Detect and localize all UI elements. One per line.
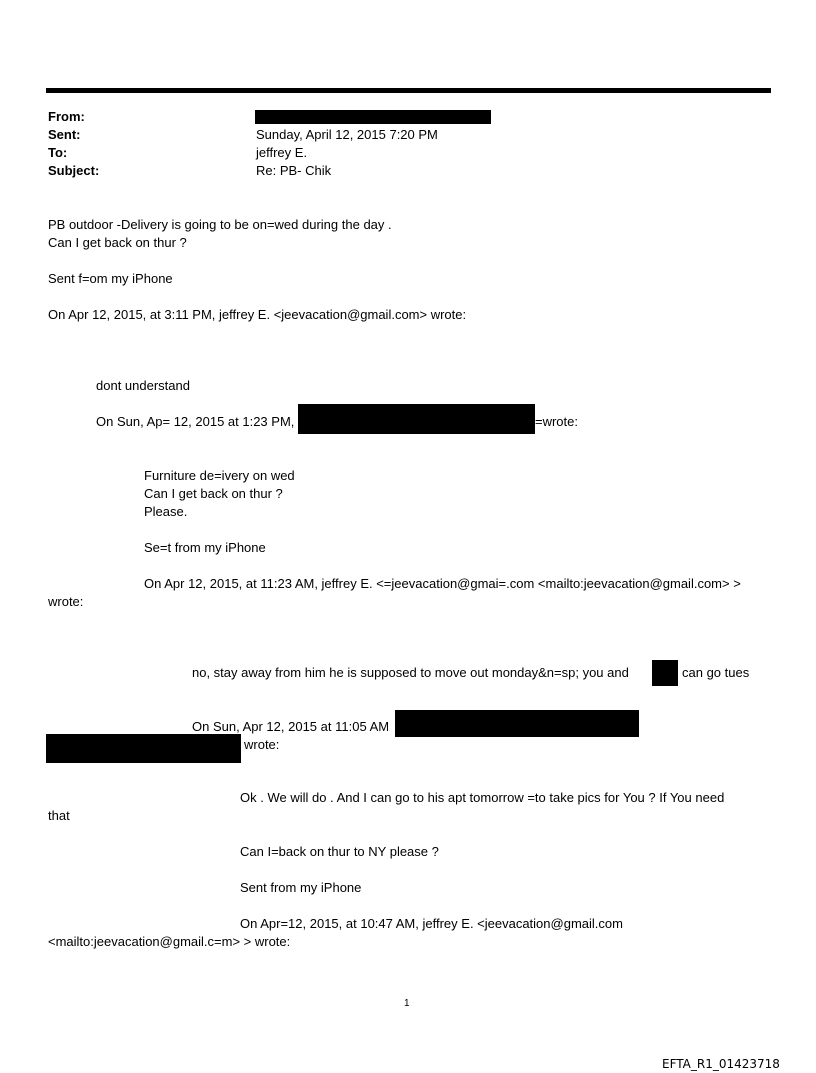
level3-intro: On Sun, Apr 12, 2015 at 11:05 AM [192, 719, 390, 734]
level2-line-3: Please. [144, 504, 188, 519]
sent-value: Sunday, April 12, 2015 7:20 PM [256, 127, 438, 142]
level3-text-end: can go tues [682, 665, 750, 680]
level2-line-1: Furniture de=ivery on wed [144, 468, 295, 483]
body-sent-from: Sent f=om my iPhone [48, 271, 173, 286]
subject-label: Subject: [48, 163, 100, 178]
document-id: EFTA_R1_01423718 [662, 1057, 780, 1071]
level4-intro: On Apr=12, 2015, at 10:47 AM, jeffrey E. <jeevacation@gmail.com [240, 916, 623, 931]
redaction-level3-name [652, 660, 678, 686]
redaction-level3-sender-a [395, 710, 639, 737]
level1-intro-end: =wrote: [535, 414, 578, 429]
level4-line-1: Ok . We will do . And I can go to his apt tomorrow =to take pics for You ? If You need [240, 790, 725, 805]
level3-intro-wrap: wrote: [244, 737, 280, 752]
level2-sent-from: Se=t from my iPhone [144, 540, 266, 555]
body-line-1: PB outdoor -Delivery is going to be on=wed during the day . [48, 217, 392, 232]
level4-sent-from: Sent from my iPhone [240, 880, 362, 895]
sent-label: Sent: [48, 127, 81, 142]
header-rule [46, 88, 771, 93]
redaction-level1-sender [298, 404, 535, 434]
quote-intro-1: On Apr 12, 2015, at 3:11 PM, jeffrey E. <jeevacation@gmail.com> wrote: [48, 307, 467, 322]
to-label: To: [48, 145, 68, 160]
level2-intro: On Apr 12, 2015, at 11:23 AM, jeffrey E. <=jeevacation@gmai=.com <mailto:jeevacation@gmail.com> > [144, 576, 741, 591]
level2-line-2: Can I get back on thur ? [144, 486, 283, 501]
body-line-2: Can I get back on thur ? [48, 235, 187, 250]
level4-line-1-wrap: that [48, 808, 70, 823]
level4-line-2: Can I=back on thur to NY please ? [240, 844, 439, 859]
level2-intro-wrap: wrote: [48, 594, 84, 609]
level1-text: dont understand [96, 378, 190, 393]
subject-value: Re: PB- Chik [256, 163, 332, 178]
level4-intro-wrap: <mailto:jeevacation@gmail.c=m> > wrote: [48, 934, 291, 949]
level3-text-start: no, stay away from him he is supposed to move out monday&n=sp; you and [192, 665, 629, 680]
redaction-from [255, 110, 491, 124]
page-number: 1 [404, 998, 410, 1009]
redaction-level3-sender-b [46, 734, 241, 763]
to-value: jeffrey E. [256, 145, 308, 160]
level1-intro-start: On Sun, Ap= 12, 2015 at 1:23 PM, [96, 414, 295, 429]
from-label: From: [48, 109, 85, 124]
